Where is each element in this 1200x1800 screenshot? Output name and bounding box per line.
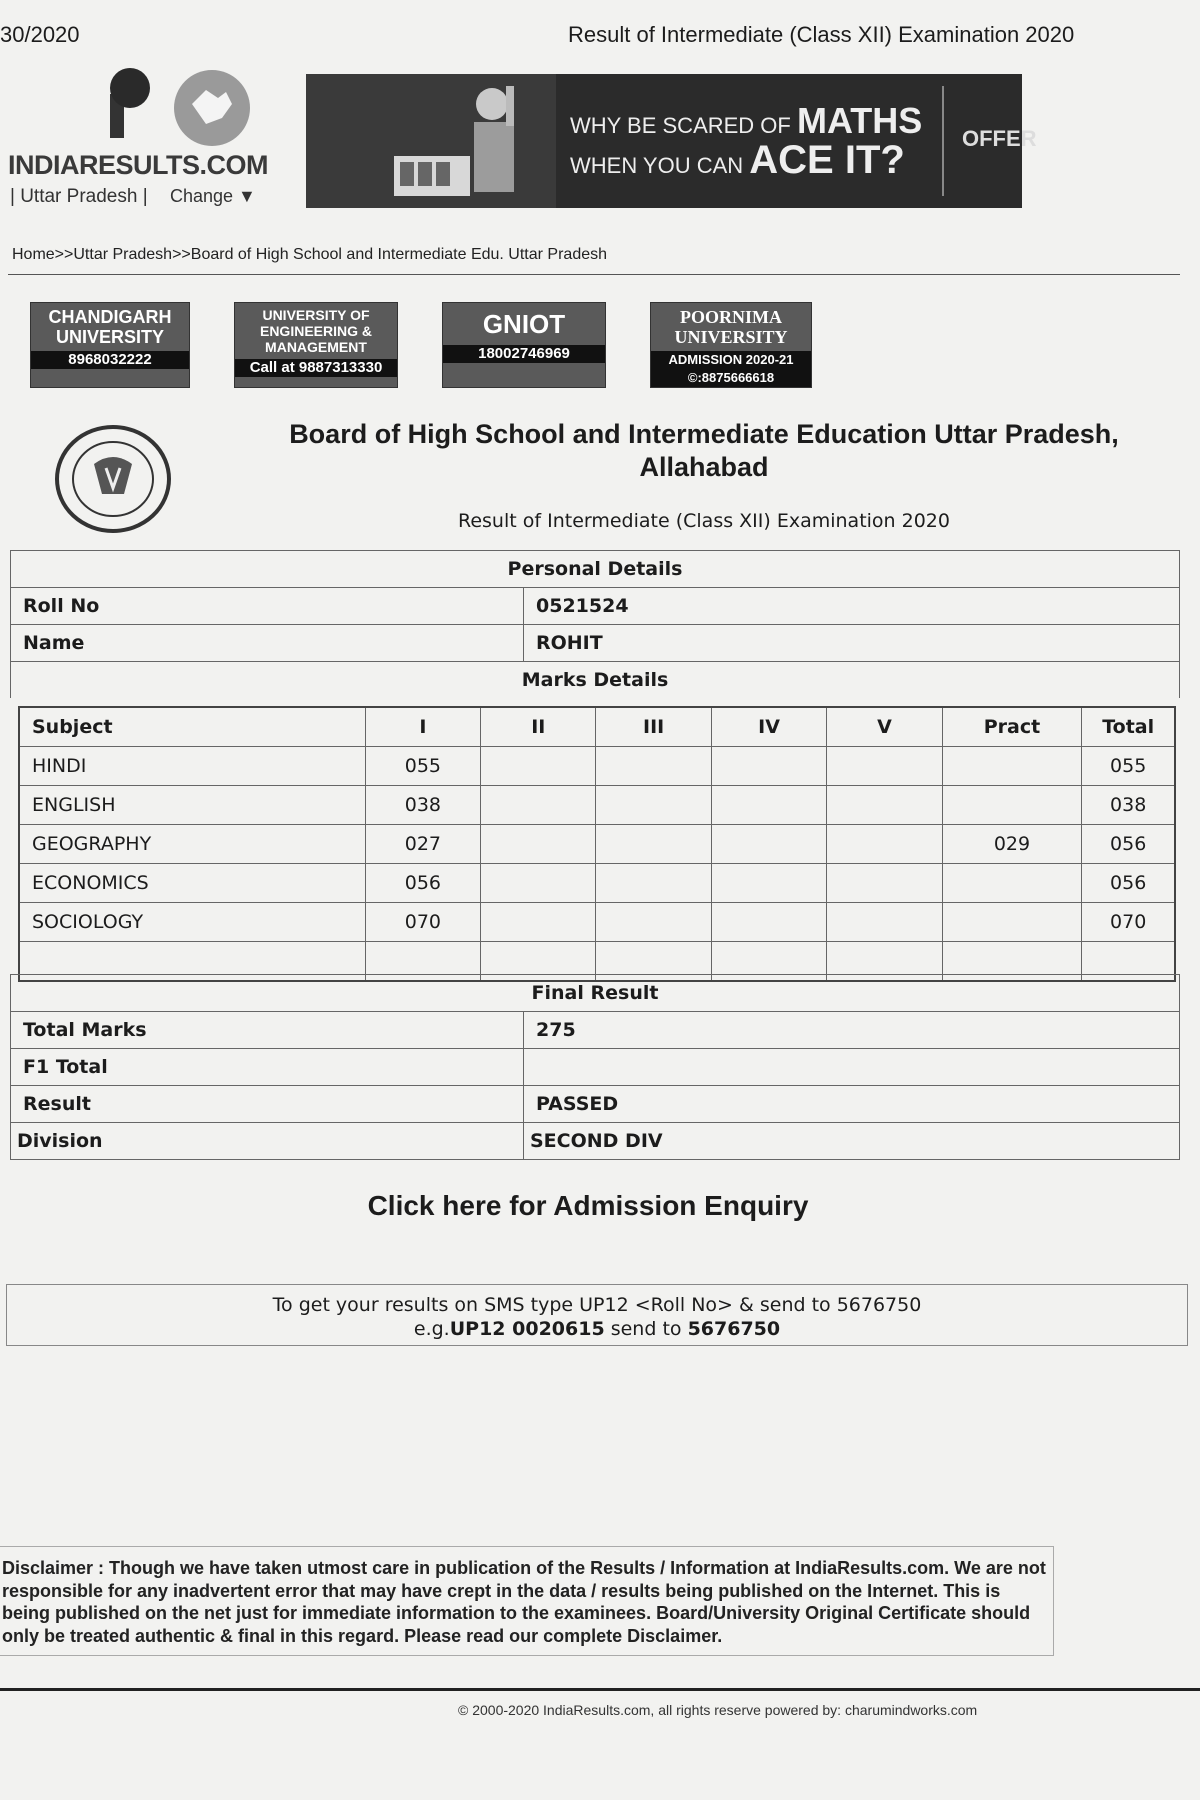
state-label: | Uttar Pradesh | — [10, 186, 148, 207]
ad-title: POORNIMA UNIVERSITY — [674, 307, 788, 347]
marks-row — [19, 747, 1175, 786]
col-header: Total — [1082, 707, 1175, 747]
mark-cell — [481, 825, 596, 864]
banner-line-2: WHEN YOU CAN ACE IT? — [570, 138, 905, 182]
breadcrumb[interactable]: Home>>Uttar Pradesh>>Board of High School and Intermediate Edu. Uttar Pradesh — [12, 246, 608, 263]
mark-cell — [942, 903, 1082, 942]
col-header: Subject — [19, 707, 365, 747]
sms-info-box — [6, 1284, 1188, 1346]
banner-divider — [942, 86, 944, 196]
sms-example: e.g.UP12 0020615 send to 5676750 — [413, 1318, 781, 1340]
ad-phone: 18002746969 — [443, 345, 605, 363]
col-header: IV — [711, 707, 826, 747]
mark-cell — [481, 864, 596, 903]
division-label: Division — [11, 1123, 524, 1160]
result-value: PASSED — [524, 1086, 1180, 1123]
total-marks-value: 275 — [524, 1012, 1180, 1049]
marks-row — [19, 825, 1175, 864]
mark-cell — [711, 786, 826, 825]
table-row — [11, 1049, 1180, 1086]
site-logo[interactable] — [8, 66, 268, 216]
mark-cell — [827, 786, 942, 825]
roll-no-value: 0521524 — [524, 588, 1180, 625]
personal-details-heading: Personal Details — [11, 551, 1180, 588]
col-header: V — [827, 707, 942, 747]
mark-cell — [711, 747, 826, 786]
mark-cell: 038 — [365, 786, 480, 825]
change-state-link[interactable]: Change ▼ — [170, 186, 256, 206]
name-label: Name — [11, 625, 524, 662]
table-row — [11, 1123, 1180, 1160]
ad-phone: 8968032222 — [31, 351, 189, 369]
subject-cell: ENGLISH — [19, 786, 365, 825]
subject-cell: ECONOMICS — [19, 864, 365, 903]
ad-gniot[interactable] — [442, 302, 606, 388]
mark-cell — [596, 903, 711, 942]
banner-offer: OFFER — [962, 126, 1037, 151]
ad-chandigarh-university[interactable] — [30, 302, 190, 388]
ad-phone: ADMISSION 2020-21 ©:8875666618 — [651, 351, 811, 387]
mark-cell — [827, 903, 942, 942]
final-result-heading: Final Result — [11, 975, 1180, 1012]
mark-cell — [711, 903, 826, 942]
mark-cell — [596, 864, 711, 903]
mark-cell — [942, 786, 1082, 825]
marks-details-heading: Marks Details — [11, 662, 1180, 699]
f1-total-value — [524, 1049, 1180, 1086]
ad-uem[interactable] — [234, 302, 398, 388]
print-page-title: Result of Intermediate (Class XII) Examination 2020 — [568, 22, 1075, 47]
mark-cell: 070 — [365, 903, 480, 942]
mark-cell — [827, 825, 942, 864]
col-header: I — [365, 707, 480, 747]
mark-cell — [942, 864, 1082, 903]
footer-divider — [0, 1688, 1200, 1691]
ad-title: UNIVERSITY OF ENGINEERING & MANAGEMENT — [259, 307, 372, 355]
banner-line-1: WHY BE SCARED OF MATHS — [570, 100, 923, 141]
ad-title: GNIOT — [482, 309, 566, 339]
ad-title: CHANDIGARH UNIVERSITY — [48, 307, 172, 347]
sms-instruction: To get your results on SMS type UP12 <Roll No> & send to 5676750 — [272, 1294, 922, 1316]
mark-cell: 029 — [942, 825, 1082, 864]
col-header: II — [481, 707, 596, 747]
mark-cell — [596, 786, 711, 825]
divider — [8, 274, 1180, 275]
marks-row — [19, 864, 1175, 903]
subject-cell: GEOGRAPHY — [19, 825, 365, 864]
roll-no-label: Roll No — [11, 588, 524, 625]
marks-row — [19, 903, 1175, 942]
mark-cell — [827, 864, 942, 903]
mark-cell — [481, 903, 596, 942]
total-marks-label: Total Marks — [11, 1012, 524, 1049]
brand-name: INDIARESULTS.COM — [8, 150, 268, 180]
mark-cell: 070 — [1082, 903, 1175, 942]
mark-cell: 027 — [365, 825, 480, 864]
marks-row — [19, 786, 1175, 825]
result-label: Result — [11, 1086, 524, 1123]
mark-cell: 056 — [365, 864, 480, 903]
table-row — [11, 625, 1180, 662]
exam-title: Result of Intermediate (Class XII) Examination 2020 — [458, 510, 950, 532]
ad-phone: Call at 9887313330 — [235, 359, 397, 377]
f1-total-label: F1 Total — [11, 1049, 524, 1086]
print-date: 30/2020 — [0, 22, 80, 47]
subject-cell: HINDI — [19, 747, 365, 786]
mark-cell — [711, 864, 826, 903]
board-seal-icon — [54, 424, 172, 534]
mark-cell: 056 — [1082, 864, 1175, 903]
mark-cell: 055 — [1082, 747, 1175, 786]
admission-enquiry-link[interactable]: Click here for Admission Enquiry — [367, 1190, 809, 1221]
logo-mark-icon — [8, 66, 268, 150]
final-result-table — [10, 974, 1180, 1160]
col-header: III — [596, 707, 711, 747]
marks-table — [18, 706, 1176, 982]
table-row — [11, 1012, 1180, 1049]
marks-header-row — [19, 707, 1175, 747]
board-name: Board of High School and Intermediate Education Uttar Pradesh, Allahabad — [289, 419, 1119, 482]
table-row — [11, 1086, 1180, 1123]
banner-ad[interactable] — [306, 74, 1037, 208]
student-illustration-icon — [306, 74, 556, 208]
mark-cell — [711, 825, 826, 864]
mark-cell: 055 — [365, 747, 480, 786]
mark-cell: 056 — [1082, 825, 1175, 864]
personal-details-table — [10, 550, 1180, 698]
col-header: Pract — [942, 707, 1082, 747]
subject-cell: SOCIOLOGY — [19, 903, 365, 942]
mark-cell: 038 — [1082, 786, 1175, 825]
disclaimer-text: Disclaimer : Though we have taken utmost care in publication of the Results / Information at IndiaResults.com. We are not responsible for any inadvertent error that may have crept in the data / results being published on the Internet. This is being published on the net just for immediate information to the examinees. Board/University Original Certificate should only be treated authentic & final in this regard. Please read our complete Disclaimer. — [0, 1546, 1054, 1656]
ad-poornima-university[interactable] — [650, 302, 812, 388]
mark-cell — [596, 747, 711, 786]
division-value: SECOND DIV — [524, 1123, 1180, 1160]
mark-cell — [942, 747, 1082, 786]
name-value: ROHIT — [524, 625, 1180, 662]
mark-cell — [827, 747, 942, 786]
mark-cell — [596, 825, 711, 864]
footer-copyright: © 2000-2020 IndiaResults.com, all rights reserve powered by: charumindworks.com — [458, 1702, 978, 1718]
mark-cell — [481, 786, 596, 825]
table-row — [11, 588, 1180, 625]
mark-cell — [481, 747, 596, 786]
